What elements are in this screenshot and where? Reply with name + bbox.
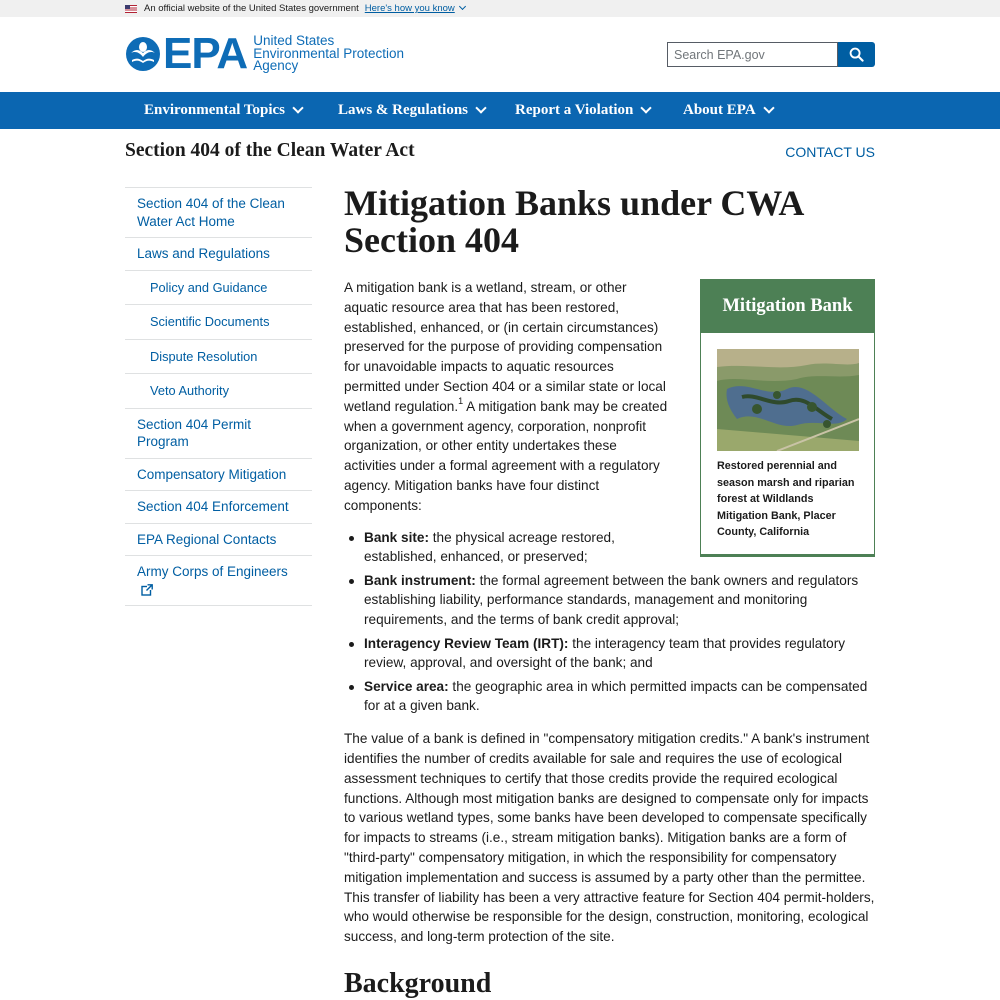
background-heading: Background	[344, 968, 492, 999]
sidebar-item-scientific-documents[interactable]: Scientific Documents	[125, 305, 312, 340]
wetland-aerial-photo[interactable]	[717, 349, 859, 451]
definition: the physical acreage restored, established, enhanced, or preserved;	[364, 529, 615, 565]
sidebar-item-regional-contacts[interactable]: EPA Regional Contacts	[125, 524, 312, 557]
term: Bank instrument:	[364, 572, 476, 588]
infobox-caption: Restored perennial and season marsh and riparian forest at Wildlands Mitigation Bank, Placer County, California	[717, 460, 855, 538]
sidebar-item-compensatory-mitigation[interactable]: Compensatory Mitigation	[125, 459, 312, 492]
chevron-down-icon	[475, 102, 486, 113]
page-title: Mitigation Banks under CWA Section 404	[344, 183, 803, 260]
epa-flower-logo-icon	[125, 36, 161, 72]
sidebar-item-dispute-resolution[interactable]: Dispute Resolution	[125, 340, 312, 375]
nav-label: Report a Violation	[515, 102, 634, 118]
mitigation-bank-infobox	[700, 279, 875, 557]
search-button[interactable]	[838, 42, 875, 67]
sidebar-nav	[125, 187, 312, 606]
agency-name-line: United States	[253, 33, 335, 48]
list-item	[344, 677, 876, 717]
chevron-down-icon[interactable]	[459, 3, 466, 10]
chevron-down-icon	[763, 102, 774, 113]
epa-wordmark: EPA	[163, 28, 248, 78]
us-flag-icon	[125, 5, 137, 13]
chevron-down-icon	[641, 102, 652, 113]
chevron-down-icon	[292, 102, 303, 113]
list-item	[344, 571, 876, 630]
nav-label: About EPA	[683, 102, 756, 118]
search-input[interactable]	[667, 42, 838, 67]
intro-paragraph	[344, 278, 670, 516]
nav-laws-regulations[interactable]	[338, 92, 485, 129]
epa-logo[interactable]	[125, 28, 405, 78]
term: Service area:	[364, 678, 449, 694]
definition: the formal agreement between the bank owners and regulators establishing liability, performance standards, management and monitoring requirements, and the terms of bank credit approval;	[364, 572, 859, 628]
term: Bank site:	[364, 529, 429, 545]
intro-text: A mitigation bank may be created when a government agency, corporation, nonprofit organization, or other entity undertakes these activities under a formal agreement with a regulatory agency. Mitigation banks have four distinct components:	[344, 398, 668, 513]
gov-banner-text: An official website of the United States government	[144, 3, 359, 14]
list-item	[344, 528, 666, 568]
heres-how-you-know-link[interactable]: Here's how you know	[364, 3, 455, 14]
section-title: Section 404 of the Clean Water Act	[125, 140, 415, 161]
agency-name-line: Environmental Protection	[253, 45, 405, 61]
sidebar-item-enforcement[interactable]: Section 404 Enforcement	[125, 491, 312, 524]
intro-text: A mitigation bank is a wetland, stream, or other aquatic resource area that has been restored, established, enhanced, or (in certain circumstances) preserved for the purpose of providing compensation for unavoidable impacts to aquatic resources permitted under Section 404 or a similar state or local wetland regulation.	[344, 280, 666, 414]
sidebar-item-label: Army Corps of Engineers	[137, 564, 288, 579]
list-item	[344, 634, 876, 674]
site-search	[667, 42, 875, 67]
term: Interagency Review Team (IRT):	[364, 635, 569, 651]
definition: the geographic area in which permitted impacts can be compensated for at a given bank.	[364, 678, 868, 714]
site-header	[0, 17, 1000, 92]
sidebar-item-home[interactable]: Section 404 of the Clean Water Act Home	[125, 188, 312, 238]
sidebar-item-laws-regulations[interactable]: Laws and Regulations	[125, 238, 312, 271]
sidebar-item-veto-authority[interactable]: Veto Authority	[125, 374, 312, 409]
footnote-link[interactable]: 1	[458, 396, 464, 407]
nav-label: Laws & Regulations	[338, 102, 469, 118]
sidebar-item-permit-program[interactable]: Section 404 Permit Program	[125, 409, 312, 459]
nav-report-violation[interactable]	[515, 92, 650, 129]
gov-banner	[0, 0, 1000, 17]
sidebar-item-policy-guidance[interactable]: Policy and Guidance	[125, 271, 312, 306]
nav-label: Environmental Topics	[144, 102, 286, 118]
search-icon	[849, 47, 864, 62]
credits-paragraph: The value of a bank is defined in "compensatory mitigation credits." A bank's instrument identifies the number of credits available for sale and requires the use of ecological assessment techniques to certify that those credits provide the required ecological functions. Although most mitigation banks are designed to compensate only for impacts to various wetland types, some banks have been developed to compensate specifically for impacts to streams (i.e., stream mitigation banks). Mitigation banks are a form of "third-party" compensatory mitigation, in which the responsibility for compensatory mitigation implementation and success is assumed by a party other than the permittee. This transfer of liability has been a very attractive feature for Section 404 permit-holders, who would otherwise be responsible for the design, construction, monitoring, ecological success, and long-term protection of the site.	[344, 731, 875, 945]
sidebar-item-army-corps[interactable]	[125, 556, 312, 606]
nav-environmental-topics[interactable]	[144, 92, 302, 129]
external-link-icon	[141, 584, 153, 596]
contact-us-link[interactable]: CONTACT US	[785, 144, 875, 160]
agency-name	[253, 35, 404, 73]
infobox-title: Mitigation Bank	[701, 280, 874, 333]
agency-name-line: Agency	[253, 58, 299, 73]
main-nav	[0, 92, 1000, 129]
definition: the interagency team that provides regulatory review, approval, and oversight of the bank; and	[364, 635, 846, 671]
nav-about-epa[interactable]	[683, 92, 773, 129]
